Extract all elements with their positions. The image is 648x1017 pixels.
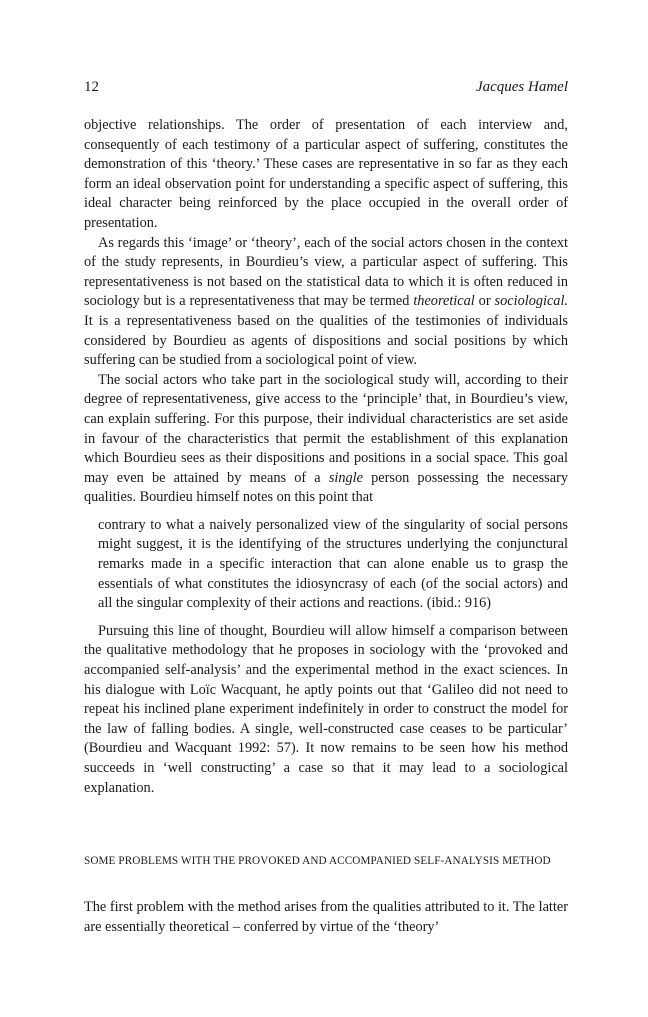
running-head-author: Jacques Hamel <box>475 79 568 95</box>
paragraph-2-text-b: or <box>474 293 495 310</box>
running-head <box>84 79 568 99</box>
paragraph-4: Pursuing this line of thought, Bourdieu will allow himself a comparison between the qualitative methodology that he proposes in sociology with the ‘provoked and accompanied self-analysis’ and the experimental method in the exact sciences. In his dialogue with Loïc Wacquant, he aptly points out that ‘Galileo did not need to repeat his inclined plane experiment indefinitely in order to construct the model for the law of falling bodies. A single, well-constructed case ceases to be particular’ (Bourdieu and Wacquant 1992: 57). It now remains to be seen how his method succeeds in ‘well constructing’ a case so that it may lead to a sociological explanation. <box>84 622 568 796</box>
emphasis-single: single <box>328 469 363 486</box>
paragraph-1: objective relationships. The order of presentation of each interview and, consequently of each testimony of a particular aspect of suffering, constitutes the demonstration of this ‘theory.’ These cases are representative in so far as they each form an ideal observation point for understanding a specific aspect of suffering, this ideal character being reinforced by the place occupied in the overall order of presentation. <box>84 117 568 231</box>
paragraph-5: The first problem with the method arises from the qualities attributed to it. The latter are essentially theoretical – conferred by virtue of the ‘theory’ <box>84 899 568 935</box>
block-quote: contrary to what a naively personalized view of the singularity of social persons might suggest, it is the identifying of the structures underlying the conjunctural remarks made in a specific interaction that can alone enable us to grasp the essentials of what constitutes the idiosyncrasy of each (of the social actors) and all the singular complexity of their actions and reactions. (ibid.: 916) <box>98 516 568 612</box>
emphasis-sociological: sociological. <box>494 293 569 310</box>
paragraph-3 <box>84 371 568 508</box>
page-number: 12 <box>84 79 99 95</box>
emphasis-theoretical: theoretical <box>413 293 475 310</box>
body-text-after-heading <box>84 898 568 937</box>
section-heading: SOME PROBLEMS WITH THE PROVOKED AND ACCOMPANIED SELF-ANALYSIS METHOD <box>84 855 551 867</box>
paragraph-2-text-c: It is a representativeness based on the qualities of the testimonies of individuals considered by Bourdieu as agents of dispositions and social positions by which suffering can be studied from a sociological point of view. <box>84 312 568 369</box>
paragraph-3-text-b: person possessing the necessary qualities. Bourdieu himself notes on this point that <box>84 469 568 506</box>
body-text <box>84 116 568 798</box>
paragraph-2-text-a: As regards this ‘image’ or ‘theory’, each of the social actors chosen in the context of the study represents, in Bourdieu’s view, a particular aspect of suffering. This representativeness is not based on the statistical data to which it is often reduced in sociology but is a representativeness that may be termed <box>84 234 568 310</box>
paragraph-2 <box>84 234 568 371</box>
paragraph-3-text-a: The social actors who take part in the sociological study will, according to their degree of representativeness, give access to the ‘principle’ that, in Bourdieu’s view, can explain suffering. For this purpose, their individual characteristics are set aside in favour of the characteristics that permit the establishment of this explanation which Bourdieu sees as their dispositions and positions in a social space. This goal may even be attained by means of a <box>84 371 568 486</box>
